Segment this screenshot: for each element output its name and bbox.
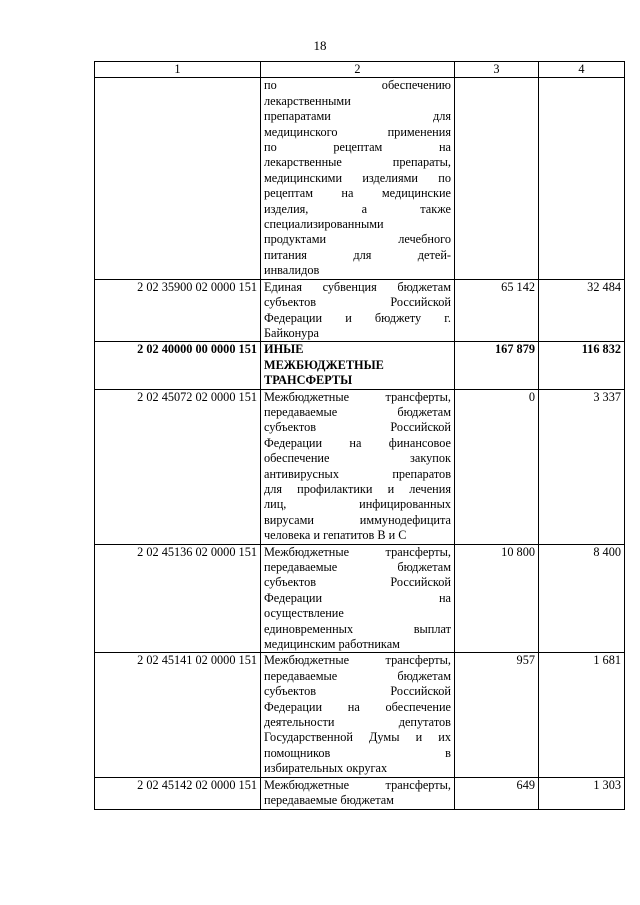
table-row bbox=[95, 653, 625, 777]
description-line: вирусами иммунодефицита bbox=[264, 512, 451, 527]
amount-col3-cell: 65 142 bbox=[455, 279, 539, 342]
amount-col4-cell bbox=[539, 78, 625, 279]
description-line: субъектов Российской bbox=[264, 295, 451, 310]
table-row bbox=[95, 777, 625, 809]
table-row bbox=[95, 389, 625, 544]
budget-code-cell bbox=[95, 78, 261, 279]
column-header: 3 bbox=[455, 62, 539, 78]
budget-code-cell: 2 02 45072 02 0000 151 bbox=[95, 389, 261, 544]
description-line: медицинским работникам bbox=[264, 637, 400, 652]
description-cell bbox=[261, 342, 455, 389]
description-line: избирательных округах bbox=[264, 761, 388, 776]
description-cell bbox=[261, 389, 455, 544]
description-cell bbox=[261, 777, 455, 809]
description-line: Байконура bbox=[264, 325, 319, 340]
description-line: передаваемые бюджетам bbox=[264, 404, 451, 419]
description-line: специализированными bbox=[264, 217, 384, 232]
amount-col4-cell: 1 303 bbox=[539, 777, 625, 809]
description-line: субъектов Российской bbox=[264, 575, 451, 590]
budget-table bbox=[94, 61, 625, 810]
description-line: передаваемые бюджетам bbox=[264, 793, 394, 808]
amount-col3-cell: 649 bbox=[455, 777, 539, 809]
description-line: медицинскими изделиями по bbox=[264, 170, 451, 185]
amount-col4-cell: 116 832 bbox=[539, 342, 625, 389]
description-line: Государственной Думы и их bbox=[264, 730, 451, 745]
description-line: инвалидов bbox=[264, 263, 320, 278]
budget-code-cell: 2 02 40000 00 0000 151 bbox=[95, 342, 261, 389]
description-line: помощников в bbox=[264, 745, 451, 760]
description-line: субъектов Российской bbox=[264, 420, 451, 435]
amount-col4-cell: 1 681 bbox=[539, 653, 625, 777]
amount-col3-cell: 167 879 bbox=[455, 342, 539, 389]
description-line: единовременных выплат bbox=[264, 621, 451, 636]
description-line: Межбюджетные трансферты, bbox=[264, 653, 451, 668]
table-row bbox=[95, 544, 625, 653]
description-cell bbox=[261, 544, 455, 653]
amount-col3-cell bbox=[455, 78, 539, 279]
description-line: по обеспечению bbox=[264, 78, 451, 93]
budget-code-cell: 2 02 45141 02 0000 151 bbox=[95, 653, 261, 777]
budget-code-cell: 2 02 45142 02 0000 151 bbox=[95, 777, 261, 809]
description-line: человека и гепатитов B и C bbox=[264, 528, 407, 543]
description-cell bbox=[261, 653, 455, 777]
amount-col3-cell: 10 800 bbox=[455, 544, 539, 653]
description-cell bbox=[261, 78, 455, 279]
description-line: питания для детей- bbox=[264, 247, 451, 262]
description-line: МЕЖБЮДЖЕТНЫЕ bbox=[264, 357, 384, 372]
description-line: Федерации на bbox=[264, 590, 451, 605]
description-line: для профилактики и лечения bbox=[264, 481, 451, 496]
amount-col3-cell: 957 bbox=[455, 653, 539, 777]
budget-code-cell: 2 02 35900 02 0000 151 bbox=[95, 279, 261, 342]
description-line: передаваемые бюджетам bbox=[264, 668, 451, 683]
column-header: 2 bbox=[261, 62, 455, 78]
description-line: продуктами лечебного bbox=[264, 232, 451, 247]
description-line: рецептам на медицинские bbox=[264, 186, 451, 201]
description-line: осуществление bbox=[264, 606, 344, 621]
description-line: обеспечение закупок bbox=[264, 451, 451, 466]
description-line: ТРАНСФЕРТЫ bbox=[264, 373, 353, 388]
table-row bbox=[95, 342, 625, 389]
description-line: антивирусных препаратов bbox=[264, 466, 451, 481]
description-cell bbox=[261, 279, 455, 342]
description-line: Единая субвенция бюджетам bbox=[264, 279, 451, 294]
column-header: 4 bbox=[539, 62, 625, 78]
description-line: изделия, а также bbox=[264, 201, 451, 216]
description-line: Межбюджетные трансферты, bbox=[264, 777, 451, 792]
description-line: по рецептам на bbox=[264, 140, 451, 155]
description-line: Межбюджетные трансферты, bbox=[264, 389, 451, 404]
description-line: передаваемые бюджетам bbox=[264, 560, 451, 574]
page-number: 18 bbox=[313, 38, 327, 53]
description-line: деятельности депутатов bbox=[264, 715, 451, 730]
table-header-row bbox=[95, 62, 625, 78]
description-line: препаратами для bbox=[264, 109, 451, 124]
amount-col4-cell: 8 400 bbox=[539, 544, 625, 653]
budget-code-cell: 2 02 45136 02 0000 151 bbox=[95, 544, 261, 653]
description-line: лекарственные препараты, bbox=[264, 155, 451, 170]
description-line: лекарственными bbox=[264, 93, 351, 108]
description-line: Федерации и бюджету г. bbox=[264, 310, 451, 325]
description-line: ИНЫЕ bbox=[264, 342, 304, 357]
description-line: субъектов Российской bbox=[264, 684, 451, 699]
table-row bbox=[95, 279, 625, 342]
amount-col4-cell: 3 337 bbox=[539, 389, 625, 544]
description-line: Федерации на финансовое bbox=[264, 435, 451, 450]
description-line: Межбюджетные трансферты, bbox=[264, 544, 451, 559]
column-header: 1 bbox=[95, 62, 261, 78]
description-line: лиц, инфицированных bbox=[264, 497, 451, 512]
table-row bbox=[95, 78, 625, 279]
amount-col4-cell: 32 484 bbox=[539, 279, 625, 342]
description-line: Федерации на обеспечение bbox=[264, 699, 451, 714]
amount-col3-cell: 0 bbox=[455, 389, 539, 544]
description-line: медицинского применения bbox=[264, 124, 451, 139]
